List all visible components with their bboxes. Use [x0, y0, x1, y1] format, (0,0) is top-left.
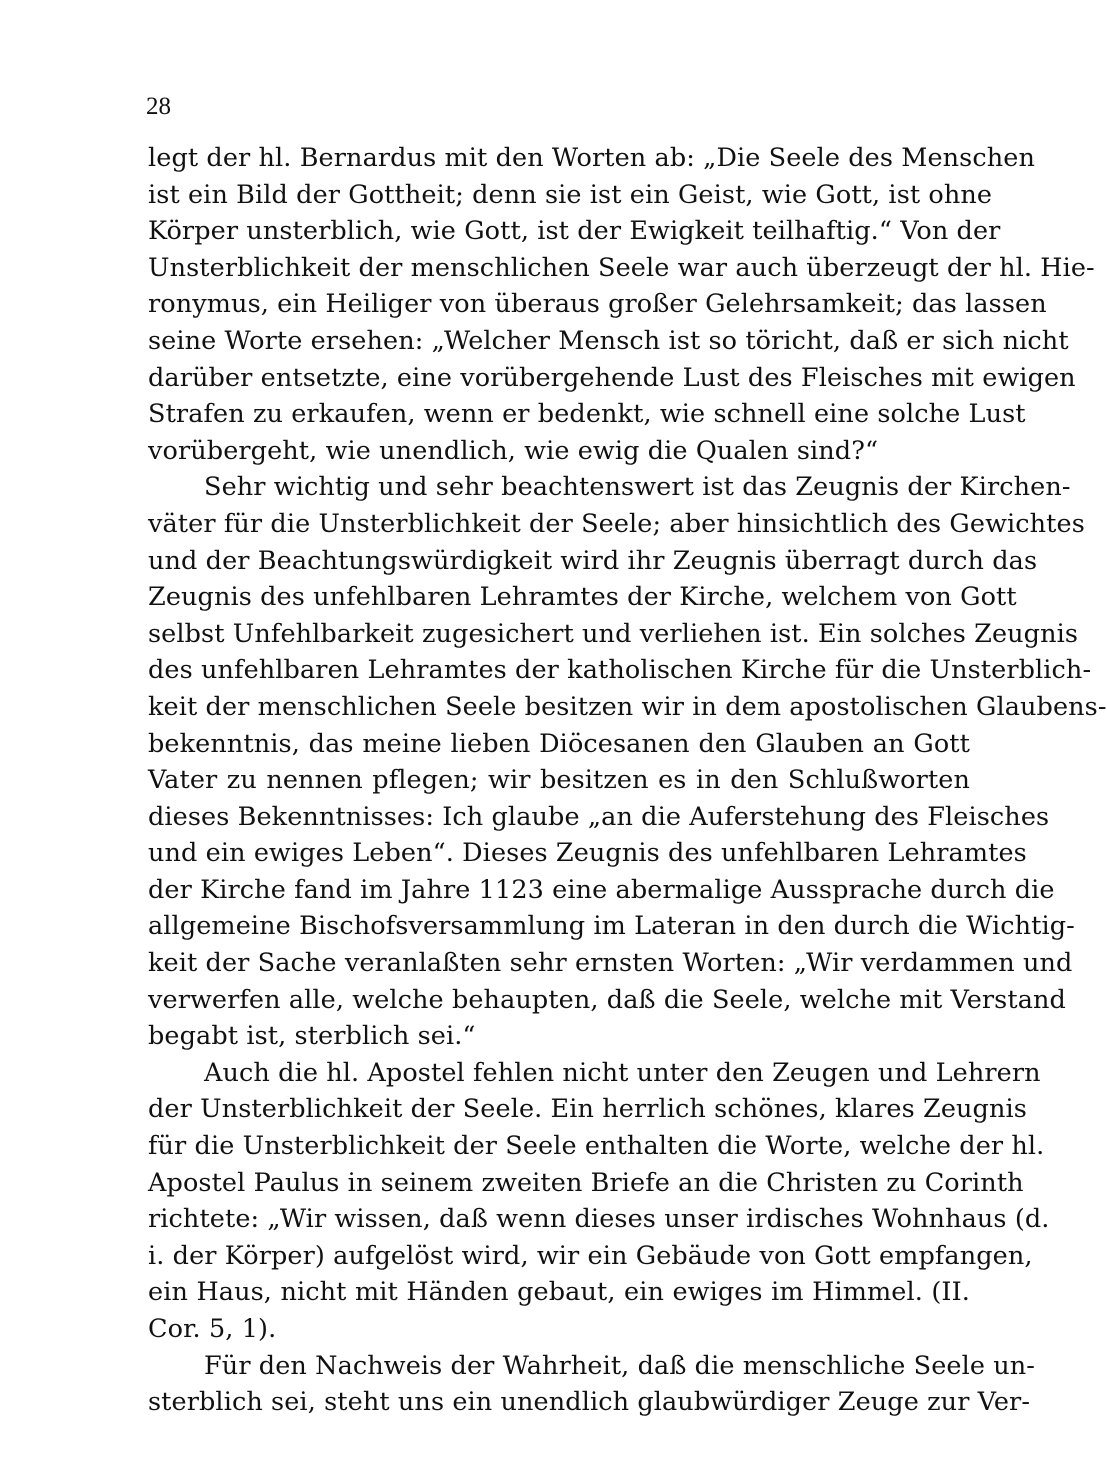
text-line: legt der hl. Bernardus mit den Worten ab: „Die Seele des Menschen — [148, 143, 1035, 173]
text-line: Vater zu nennen pflegen; wir besitzen es in den Schlußworten — [148, 765, 970, 796]
text-line: väter für die Unsterblichkeit der Seele; aber hinsichtlich des Gewichtes — [148, 508, 1085, 539]
text-line: dieses Bekenntnisses: Ich glaube „an die Auferstehung des Fleisches — [148, 801, 1050, 832]
text-line: und ein ewiges Leben“. Dieses Zeugnis des unfehlbaren Lehramtes — [148, 838, 1027, 869]
text-line: der Kirche fand im Jahre 1123 eine abermalige Aussprache durch die — [148, 874, 1055, 905]
paragraph-start-line: Sehr wichtig und sehr beachtenswert ist das Zeugnis der Kirchen- — [204, 472, 1071, 503]
text-line: begabt ist, sterblich sei.“ — [148, 1021, 476, 1052]
page-number: 28 — [146, 93, 171, 120]
paragraph-start-line: Für den Nachweis der Wahrheit, daß die menschliche Seele un- — [204, 1350, 1035, 1381]
text-line: ronymus, ein Heiliger von überaus großer Gelehrsamkeit; das lassen — [148, 289, 1047, 320]
text-line: Unsterblichkeit der menschlichen Seele war auch überzeugt der hl. Hie- — [148, 252, 1095, 283]
text-line: und der Beachtungswürdigkeit wird ihr Zeugnis überragt durch das — [148, 545, 1038, 576]
body-text — [148, 140, 1107, 1421]
text-line: i. der Körper) aufgelöst wird, wir ein Gebäude von Gott empfangen, — [148, 1240, 1033, 1271]
text-line: selbst Unfehlbarkeit zugesichert und verliehen ist. Ein solches Zeugnis — [148, 618, 1079, 649]
text-line: allgemeine Bischofsversammlung im Lateran in den durch die Wichtig- — [148, 911, 1075, 942]
text-line: Strafen zu erkaufen, wenn er bedenkt, wie schnell eine solche Lust — [148, 399, 1026, 430]
text-line: verwerfen alle, welche behaupten, daß die Seele, welche mit Verstand — [148, 984, 1066, 1015]
text-line: Körper unsterblich, wie Gott, ist der Ewigkeit teilhaftig.“ Von der — [148, 216, 1001, 247]
text-line: darüber entsetzte, eine vorübergehende Lust des Fleisches mit ewigen — [148, 362, 1076, 393]
text-line: Zeugnis des unfehlbaren Lehramtes der Kirche, welchem von Gott — [148, 582, 1017, 613]
text-line: des unfehlbaren Lehramtes der katholischen Kirche für die Unsterblich- — [148, 655, 1092, 686]
text-line: ein Haus, nicht mit Händen gebaut, ein ewiges im Himmel. (II. — [148, 1277, 970, 1308]
text-line: Cor. 5, 1). — [148, 1314, 277, 1344]
text-line: bekenntnis, das meine lieben Diöcesanen den Glauben an Gott — [148, 728, 970, 759]
text-line: vorübergeht, wie unendlich, wie ewig die Qualen sind?“ — [148, 435, 879, 466]
paragraph-start-line: Auch die hl. Apostel fehlen nicht unter den Zeugen und Lehrern — [204, 1057, 1041, 1088]
text-line: für die Unsterblichkeit der Seele enthalten die Worte, welche der hl. — [148, 1131, 1045, 1162]
text-line: richtete: „Wir wissen, daß wenn dieses unser irdisches Wohnhaus (d. — [148, 1204, 1050, 1235]
text-line: keit der Sache veranlaßten sehr ernsten Worten: „Wir verdammen und — [148, 948, 1073, 979]
text-line: Apostel Paulus in seinem zweiten Briefe an die Christen zu Corinth — [148, 1167, 1024, 1198]
text-line: ist ein Bild der Gottheit; denn sie ist ein Geist, wie Gott, ist ohne — [148, 179, 993, 210]
text-line: sterblich sei, steht uns ein unendlich glaubwürdiger Zeuge zur Ver- — [148, 1387, 1031, 1418]
text-line: seine Worte ersehen: „Welcher Mensch ist so töricht, daß er sich nicht — [148, 325, 1069, 356]
text-line: keit der menschlichen Seele besitzen wir in dem apostolischen Glaubens- — [148, 691, 1107, 722]
text-line: der Unsterblichkeit der Seele. Ein herrlich schönes, klares Zeugnis — [148, 1094, 1027, 1125]
